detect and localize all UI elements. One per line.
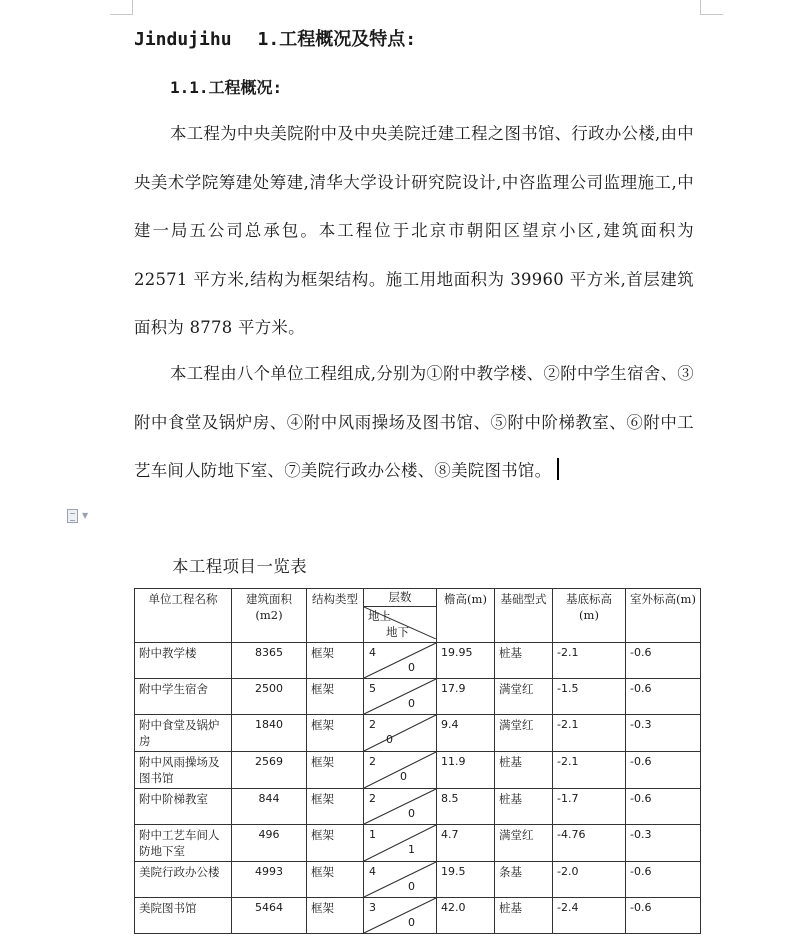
cell-floors-below: 0 [408,916,415,929]
cell-eave: 8.5 [437,789,495,825]
cell-foundation: 满堂红 [495,715,553,752]
cell-name: 附中教学楼 [135,643,232,679]
cell-floors-below: 0 [408,661,415,674]
table-row [135,898,701,934]
table-row [135,825,701,862]
cell-floors-above: 4 [369,865,376,878]
cell-name: 附中风雨操场及图书馆 [135,752,232,789]
header-eave: 檐高(m) [437,589,495,643]
cell-outdoor-elev: -0.6 [626,679,701,715]
cell-eave: 9.4 [437,715,495,752]
cell-outdoor-elev: -0.6 [626,789,701,825]
header-floors-label: 层数 [364,589,436,607]
header-floors-below: 地下 [386,625,409,639]
cell-name: 美院图书馆 [135,898,232,934]
header-base-elev: 基底标高(m) [553,589,626,643]
cell-area: 8365 [232,643,307,679]
cell-floors-below: 0 [408,807,415,820]
cell-eave: 11.9 [437,752,495,789]
cell-foundation: 桩基 [495,643,553,679]
page-corner-mark-right [700,0,723,15]
paragraph-units[interactable] [134,350,694,496]
cell-floors [364,862,437,898]
cell-structure: 框架 [307,862,364,898]
paragraph-text: 本工程由八个单位工程组成,分别为①附中教学楼、②附中学生宿舍、③附中食堂及锅炉房、④附中风雨操场及图书馆、⑤附中阶梯教室、⑥附中工艺车间人防地下室、⑦美院行政办公楼、⑧美院图书馆。 [134,364,694,480]
cell-name: 附中学生宿舍 [135,679,232,715]
cell-floors-below: 0 [400,770,407,783]
cell-floors-below: 0 [408,697,415,710]
cell-floors [364,825,437,862]
cell-floors-above: 2 [369,718,376,731]
cell-structure: 框架 [307,825,364,862]
cell-structure: 框架 [307,752,364,789]
header-name: 单位工程名称 [135,589,232,643]
cell-base-elev: -1.7 [553,789,626,825]
document-icon[interactable] [67,509,78,523]
table-caption: 本工程项目一览表 [172,557,308,576]
cell-outdoor-elev: -0.6 [626,898,701,934]
cell-foundation: 桩基 [495,789,553,825]
cell-name: 附中食堂及锅炉房 [135,715,232,752]
cell-structure: 框架 [307,789,364,825]
cell-base-elev: -2.0 [553,862,626,898]
cell-floors [364,752,437,789]
paragraph-overview[interactable] [134,110,694,353]
cell-foundation: 桩基 [495,752,553,789]
cell-area: 4993 [232,862,307,898]
project-table [134,588,701,934]
cell-floors-above: 5 [369,682,376,695]
cell-base-elev: -4.76 [553,825,626,862]
cell-base-elev: -2.4 [553,898,626,934]
cell-structure: 框架 [307,679,364,715]
heading-prefix: Jindujihu [134,29,232,50]
table-row [135,679,701,715]
cell-floors-above: 1 [369,828,376,841]
cell-floors-below: 0 [386,733,393,746]
cell-floors [364,898,437,934]
header-structure: 结构类型 [307,589,364,643]
paragraph-text: 本工程为中央美院附中及中央美院迁建工程之图书馆、行政办公楼,由中央美术学院筹建处筹建,清华大学设计研究院设计,中咨监理公司监理施工,中建一局五公司总承包。本工程位于北京市朝阳区望京小区,建筑面积为 22571 平方米,结构为框架结构。施工用地面积为 39960 平方米,首层建筑面积为 8778 平方米。 [134,124,694,337]
header-floors-above: 地上 [368,609,391,623]
cell-foundation: 条基 [495,862,553,898]
header-foundation: 基础型式 [495,589,553,643]
cell-structure: 框架 [307,643,364,679]
header-outdoor-elev: 室外标高(m) [626,589,701,643]
cell-eave: 19.95 [437,643,495,679]
cell-outdoor-elev: -0.6 [626,752,701,789]
cell-foundation: 桩基 [495,898,553,934]
cell-base-elev: -2.1 [553,752,626,789]
cell-area: 5464 [232,898,307,934]
cell-floors [364,643,437,679]
cell-area: 496 [232,825,307,862]
table-row [135,715,701,752]
cell-eave: 19.5 [437,862,495,898]
text-cursor [557,458,559,480]
cell-base-elev: -2.1 [553,643,626,679]
cell-floors [364,789,437,825]
section-heading [134,25,734,51]
cell-outdoor-elev: -0.3 [626,715,701,752]
cell-eave: 17.9 [437,679,495,715]
heading-title: 1.工程概况及特点: [257,29,417,50]
cell-floors-above: 3 [369,901,376,914]
cell-floors-below: 0 [408,880,415,893]
cell-foundation: 满堂红 [495,825,553,862]
page-corner-mark-left [110,0,133,15]
cell-name: 美院行政办公楼 [135,862,232,898]
cell-outdoor-elev: -0.6 [626,643,701,679]
cell-eave: 42.0 [437,898,495,934]
chevron-down-icon[interactable]: ▼ [82,511,89,520]
cell-base-elev: -1.5 [553,679,626,715]
header-area: 建筑面积(m2) [232,589,307,643]
cell-name: 附中工艺车间人防地下室 [135,825,232,862]
cell-area: 2500 [232,679,307,715]
subsection-heading: 1.1.工程概况: [170,78,283,97]
cell-eave: 4.7 [437,825,495,862]
cell-name: 附中阶梯教室 [135,789,232,825]
table-row [135,862,701,898]
cell-floors [364,679,437,715]
cell-outdoor-elev: -0.3 [626,825,701,862]
table-row [135,789,701,825]
table-row [135,752,701,789]
cell-floors-above: 2 [369,792,376,805]
cell-outdoor-elev: -0.6 [626,862,701,898]
cell-area: 844 [232,789,307,825]
cell-foundation: 满堂红 [495,679,553,715]
table-row [135,643,701,679]
cell-base-elev: -2.1 [553,715,626,752]
cell-area: 1840 [232,715,307,752]
cell-floors-above: 2 [369,755,376,768]
cell-structure: 框架 [307,898,364,934]
cell-floors [364,715,437,752]
cell-structure: 框架 [307,715,364,752]
cell-floors-below: 1 [408,843,415,856]
cell-floors-above: 4 [369,646,376,659]
header-floors [364,589,437,643]
cell-area: 2569 [232,752,307,789]
